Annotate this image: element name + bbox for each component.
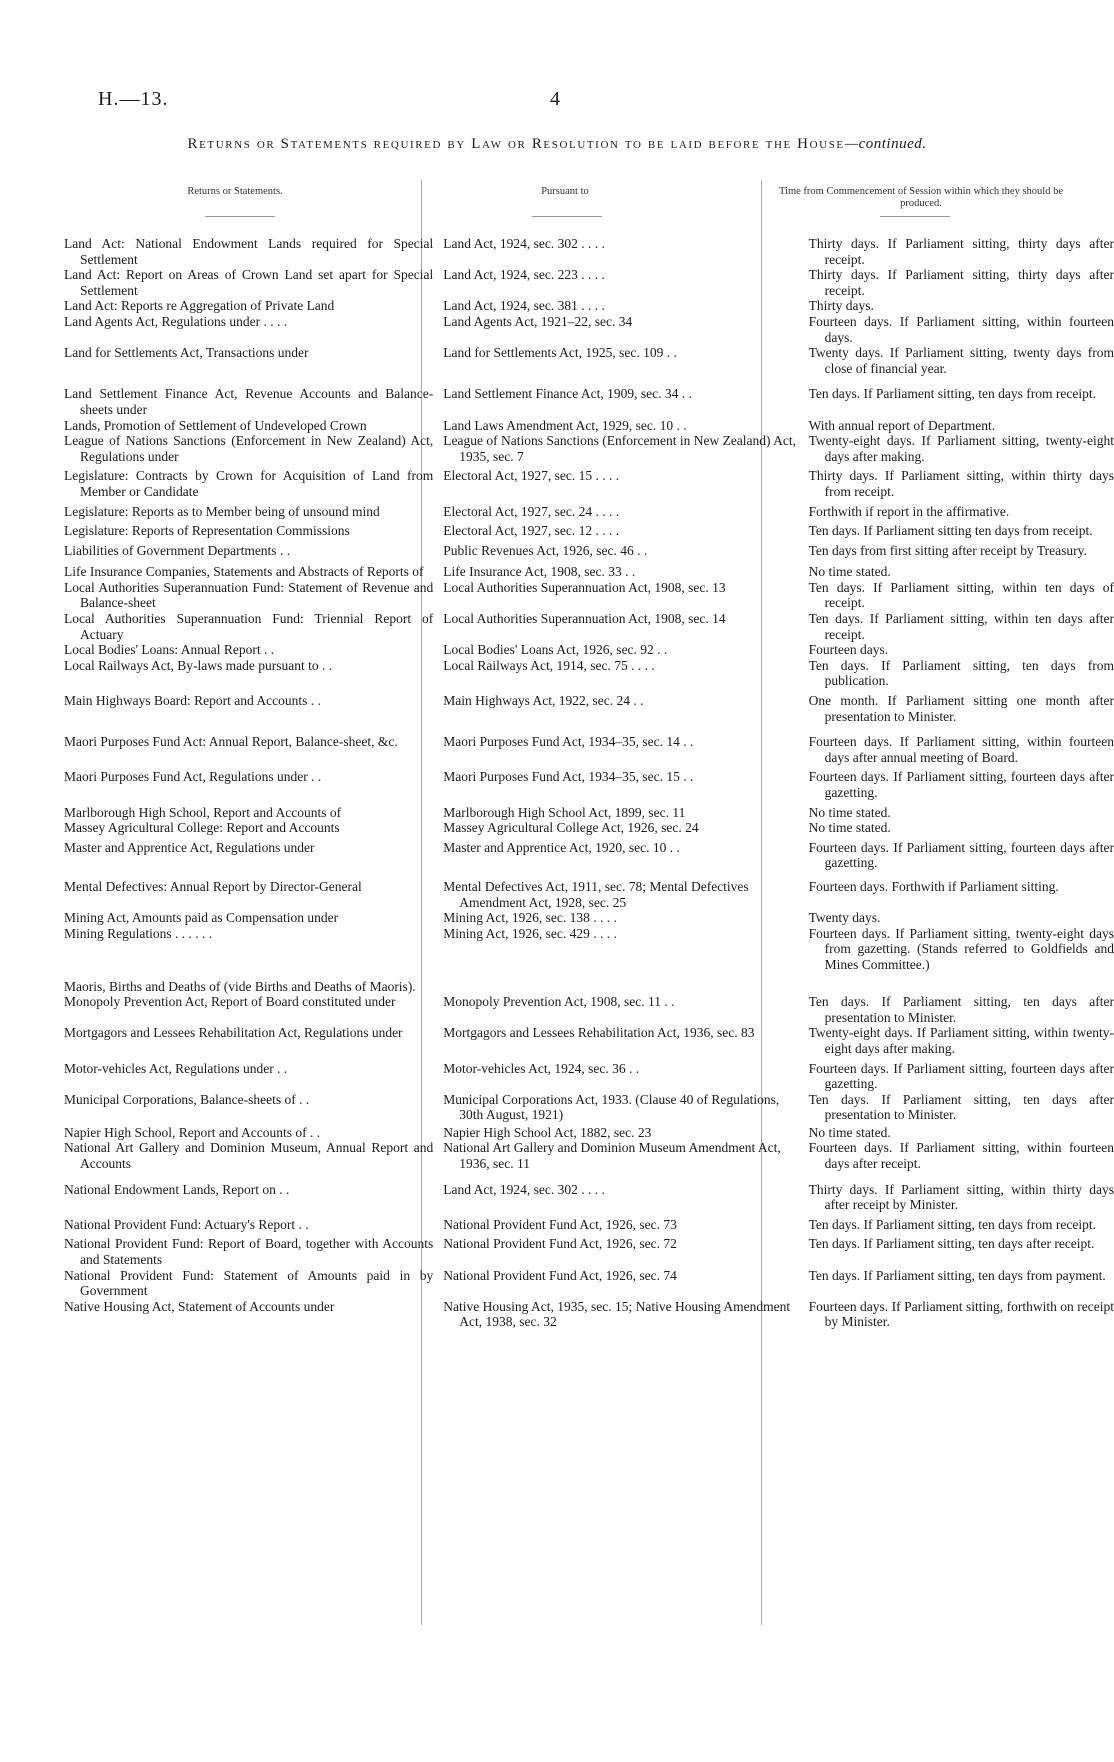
cell-time: Fourteen days. If Parliament sitting, fourteen days after gazetting. xyxy=(808,1060,1114,1092)
cell-returns: Legislature: Reports as to Member being of unsound mind xyxy=(64,503,380,519)
cell-pursuant: Local Bodies' Loans Act, 1926, sec. 92 . . xyxy=(443,642,668,658)
cell-time xyxy=(809,979,1114,995)
cell-returns: Motor-vehicles Act, Regulations under . . xyxy=(64,1060,288,1076)
cell-pursuant: National Provident Fund Act, 1926, sec. 73 xyxy=(443,1216,677,1232)
cell-returns: National Endowment Lands, Report on . . xyxy=(64,1181,290,1197)
cell-time: Ten days. If Parliament sitting, ten days after receipt. xyxy=(808,1236,1095,1252)
cell-pursuant: Mining Act, 1926, sec. 429 . . . . xyxy=(443,925,617,941)
table-row xyxy=(0,926,1114,973)
page-title xyxy=(0,136,1114,153)
table-row xyxy=(0,1182,1114,1213)
cell-time: Thirty days. If Parliament sitting, thirty days after receipt. xyxy=(808,236,1114,267)
cell-time: Ten days from first sitting after receipt by Treasury. xyxy=(808,542,1087,558)
cell-pursuant: Electoral Act, 1927, sec. 12 . . . . xyxy=(443,523,620,539)
cell-returns: Local Authorities Superannuation Fund: Statement of Revenue and Balance-sheet xyxy=(64,579,434,611)
table-row xyxy=(0,564,1114,580)
cell-pursuant: Land Agents Act, 1921–22, sec. 34 xyxy=(443,313,633,329)
table-row xyxy=(0,543,1114,559)
cell-pursuant: Mental Defectives Act, 1911, sec. 78; Mental Defectives Amendment Act, 1928, sec. 25 xyxy=(443,878,749,910)
cell-time: Twenty-eight days. If Parliament sitting, within twenty-eight days after making. xyxy=(808,1025,1114,1056)
table-row xyxy=(0,504,1114,520)
cell-pursuant: Native Housing Act, 1935, sec. 15; Native Housing Amendment Act, 1938, sec. 32 xyxy=(443,1298,791,1330)
cell-pursuant: League of Nations Sanctions (Enforcement in New Zealand) Act, 1935, sec. 7 xyxy=(443,433,797,464)
table-row xyxy=(0,611,1114,642)
table-row xyxy=(0,1061,1114,1092)
table-row xyxy=(0,805,1114,821)
document-reference: H.—13. xyxy=(98,88,169,110)
cell-time: Fourteen days. If Parliament sitting, fourteen days after gazetting. xyxy=(808,839,1114,871)
cell-time: Twenty days. xyxy=(808,910,881,926)
table-row xyxy=(0,1125,1114,1141)
cell-time: With annual report of Department. xyxy=(808,417,996,433)
returns-table xyxy=(0,236,1114,1330)
table-row xyxy=(0,298,1114,314)
cell-returns: Main Highways Board: Report and Accounts . . xyxy=(64,693,321,709)
table-row xyxy=(0,910,1114,926)
cell-time: Forthwith if report in the affirmative. xyxy=(808,503,1010,519)
cell-time: Twenty days. If Parliament sitting, twenty days from close of financial year. xyxy=(808,345,1114,376)
column-header-returns: Returns or Statements. xyxy=(187,186,283,197)
cell-returns: Local Bodies' Loans: Annual Report . . xyxy=(64,642,275,658)
cell-pursuant: Mining Act, 1926, sec. 138 . . . . xyxy=(443,910,617,926)
cell-pursuant: Local Authorities Superannuation Act, 1908, sec. 14 xyxy=(443,611,726,627)
cell-pursuant: National Art Gallery and Dominion Museum Amendment Act, 1936, sec. 11 xyxy=(443,1140,781,1172)
cell-returns: Land Agents Act, Regulations under . . . . xyxy=(64,313,288,329)
table-row xyxy=(0,418,1114,434)
cell-pursuant: Napier High School Act, 1882, sec. 23 xyxy=(443,1124,652,1140)
cell-pursuant: Land Act, 1924, sec. 302 . . . . xyxy=(443,236,605,251)
cell-pursuant: Municipal Corporations Act, 1933. (Clause 40 of Regulations, 30th August, 1921) xyxy=(443,1091,780,1123)
cell-returns: League of Nations Sanctions (Enforcement in New Zealand) Act, Regulations under xyxy=(64,433,434,464)
table-row xyxy=(0,879,1114,910)
table-row xyxy=(0,642,1114,658)
table-row xyxy=(0,1236,1114,1267)
table-row xyxy=(0,345,1114,376)
column-header-pursuant: Pursuant to xyxy=(541,186,589,197)
cell-pursuant: Maori Purposes Fund Act, 1934–35, sec. 15 . . xyxy=(443,769,694,785)
cell-time: Thirty days. If Parliament sitting, within thirty days from receipt. xyxy=(808,468,1114,499)
cell-returns: National Provident Fund: Actuary's Report . . xyxy=(64,1216,309,1232)
cell-returns: Mining Regulations . . . . . . xyxy=(64,925,213,941)
cell-pursuant: Land Act, 1924, sec. 302 . . . . xyxy=(443,1181,605,1197)
cell-returns: Monopoly Prevention Act, Report of Board constituted under xyxy=(64,994,396,1010)
table-row xyxy=(0,1217,1114,1233)
header-rule xyxy=(205,216,275,217)
cell-time: No time stated. xyxy=(808,804,891,820)
cell-returns: Maoris, Births and Deaths of (vide Births and Deaths of Maoris). xyxy=(64,978,416,994)
cell-returns: National Provident Fund: Report of Board, together with Accounts and Statements xyxy=(64,1236,434,1268)
cell-time: Ten days. If Parliament sitting, within ten days after receipt. xyxy=(808,611,1114,642)
cell-pursuant: Land Act, 1924, sec. 223 . . . . xyxy=(443,267,605,283)
cell-pursuant: Marlborough High School Act, 1899, sec. 11 xyxy=(443,804,686,820)
cell-pursuant: Life Insurance Act, 1908, sec. 33 . . xyxy=(443,564,636,580)
cell-returns: Land for Settlements Act, Transactions under xyxy=(64,345,309,361)
cell-time: No time stated. xyxy=(808,820,891,836)
cell-returns: Land Act: National Endowment Lands required for Special Settlement xyxy=(64,236,434,267)
cell-time: Fourteen days. If Parliament sitting, within fourteen days. xyxy=(808,313,1114,345)
cell-returns: Land Act: Report on Areas of Crown Land set apart for Special Settlement xyxy=(64,267,434,298)
cell-pursuant: Local Authorities Superannuation Act, 1908, sec. 13 xyxy=(443,579,726,595)
cell-returns: National Provident Fund: Statement of Amounts paid in by Government xyxy=(64,1267,434,1299)
cell-time: Thirty days. If Parliament sitting, thirty days after receipt. xyxy=(808,267,1114,298)
cell-time: Fourteen days. xyxy=(808,642,889,658)
cell-returns: National Art Gallery and Dominion Museum, Annual Report and Accounts xyxy=(64,1140,434,1172)
table-row xyxy=(0,769,1114,800)
table-row xyxy=(0,734,1114,765)
cell-pursuant: Local Railways Act, 1914, sec. 75 . . . . xyxy=(443,657,655,673)
table-row xyxy=(0,979,1114,995)
cell-returns: Legislature: Reports of Representation Commissions xyxy=(64,523,350,539)
cell-returns: Lands, Promotion of Settlement of Undeveloped Crown xyxy=(64,417,367,433)
table-row xyxy=(0,1299,1114,1330)
cell-returns: Mortgagors and Lessees Rehabilitation Act, Regulations under xyxy=(64,1025,403,1041)
table-row xyxy=(0,693,1114,724)
cell-pursuant: National Provident Fund Act, 1926, sec. 74 xyxy=(443,1267,677,1283)
cell-pursuant: Mortgagors and Lessees Rehabilitation Act, 1936, sec. 83 xyxy=(443,1025,755,1041)
table-row xyxy=(0,267,1114,298)
table-row xyxy=(0,840,1114,871)
cell-pursuant: Massey Agricultural College Act, 1926, sec. 24 xyxy=(443,820,699,836)
cell-returns: Maori Purposes Fund Act: Annual Report, Balance-sheet, &c. xyxy=(64,734,398,750)
cell-returns: Native Housing Act, Statement of Accounts under xyxy=(64,1298,335,1314)
table-row xyxy=(0,1140,1114,1171)
table-row xyxy=(0,1268,1114,1299)
cell-pursuant: Main Highways Act, 1922, sec. 24 . . xyxy=(443,693,644,709)
cell-pursuant: Master and Apprentice Act, 1920, sec. 10 . . xyxy=(443,839,680,855)
cell-pursuant: Electoral Act, 1927, sec. 15 . . . . xyxy=(443,468,620,484)
cell-time: Ten days. If Parliament sitting, within ten days of receipt. xyxy=(808,579,1114,611)
table-row xyxy=(0,994,1114,1025)
cell-time: Ten days. If Parliament sitting, ten days from publication. xyxy=(808,657,1114,689)
table-row xyxy=(0,314,1114,345)
cell-returns: Land Settlement Finance Act, Revenue Accounts and Balance-sheets under xyxy=(64,386,434,417)
table-row xyxy=(0,580,1114,611)
table-row xyxy=(0,468,1114,499)
cell-pursuant: Maori Purposes Fund Act, 1934–35, sec. 14 . . xyxy=(443,734,694,750)
cell-pursuant: Land for Settlements Act, 1925, sec. 109 . . xyxy=(443,345,677,361)
cell-returns: Napier High School, Report and Accounts of . . xyxy=(64,1124,321,1140)
page-number: 4 xyxy=(550,88,560,110)
cell-pursuant: Land Settlement Finance Act, 1909, sec. 34 . . xyxy=(443,386,692,402)
cell-returns: Mining Act, Amounts paid as Compensation under xyxy=(64,910,339,926)
cell-returns: Local Railways Act, By-laws made pursuant to . . xyxy=(64,657,333,673)
header-rule xyxy=(880,216,950,217)
cell-time: No time stated. xyxy=(808,564,891,580)
cell-returns: Liabilities of Government Departments . . xyxy=(64,542,291,558)
cell-returns: Land Act: Reports re Aggregation of Private Land xyxy=(64,298,335,314)
cell-returns: Local Authorities Superannuation Fund: Triennial Report of Actuary xyxy=(64,611,434,642)
title-continued: —continued. xyxy=(844,136,927,152)
cell-time: Fourteen days. If Parliament sitting, within fourteen days after receipt. xyxy=(808,1140,1114,1172)
table-row xyxy=(0,386,1114,417)
cell-time: Ten days. If Parliament sitting, ten days after presentation to Minister. xyxy=(808,1091,1114,1123)
cell-returns: Life Insurance Companies, Statements and Abstracts of Reports of xyxy=(64,564,424,580)
page-header xyxy=(0,88,1114,118)
cell-pursuant: Electoral Act, 1927, sec. 24 . . . . xyxy=(443,503,620,519)
cell-time: Ten days. If Parliament sitting, ten days from payment. xyxy=(808,1267,1106,1283)
column-header-time: Time from Commencement of Session within which they should be produced. xyxy=(779,186,1063,209)
cell-time: No time stated. xyxy=(808,1124,891,1140)
table-row xyxy=(0,658,1114,689)
cell-returns: Master and Apprentice Act, Regulations under xyxy=(64,839,315,855)
cell-time: Ten days. If Parliament sitting, ten days after presentation to Minister. xyxy=(808,994,1114,1025)
header-rule xyxy=(532,216,602,217)
cell-pursuant: Land Laws Amendment Act, 1929, sec. 10 . . xyxy=(443,417,687,433)
cell-pursuant xyxy=(443,979,798,995)
cell-time: Ten days. If Parliament sitting ten days from receipt. xyxy=(808,523,1093,539)
cell-pursuant: Monopoly Prevention Act, 1908, sec. 11 . . xyxy=(443,994,675,1010)
table-row xyxy=(0,1092,1114,1123)
cell-time: Thirty days. xyxy=(808,298,874,314)
cell-time: Ten days. If Parliament sitting, ten days from receipt. xyxy=(808,1216,1096,1232)
cell-returns: Maori Purposes Fund Act, Regulations under . . xyxy=(64,769,322,785)
cell-time: Fourteen days. Forthwith if Parliament sitting. xyxy=(808,878,1059,894)
cell-time: Thirty days. If Parliament sitting, within thirty days after receipt by Minister. xyxy=(808,1181,1114,1213)
cell-returns: Legislature: Contracts by Crown for Acquisition of Land from Member or Candidate xyxy=(64,468,434,499)
cell-pursuant: National Provident Fund Act, 1926, sec. 72 xyxy=(443,1236,677,1252)
cell-time: Fourteen days. If Parliament sitting, within fourteen days after annual meeting of Board. xyxy=(808,734,1114,765)
cell-returns: Massey Agricultural College: Report and Accounts xyxy=(64,820,340,836)
cell-time: Ten days. If Parliament sitting, ten days from receipt. xyxy=(808,386,1096,402)
table-row xyxy=(0,523,1114,539)
cell-pursuant: Land Act, 1924, sec. 381 . . . . xyxy=(443,298,605,314)
cell-pursuant: Motor-vehicles Act, 1924, sec. 36 . . xyxy=(443,1060,640,1076)
cell-time: Fourteen days. If Parliament sitting, twenty-eight days from gazetting. (Stands referred to Goldfields and Mines Committee.) xyxy=(808,925,1114,972)
table-row xyxy=(0,820,1114,836)
cell-time: One month. If Parliament sitting one month after presentation to Minister. xyxy=(808,693,1114,724)
cell-returns: Municipal Corporations, Balance-sheets of . . xyxy=(64,1091,310,1107)
table-row xyxy=(0,236,1114,267)
cell-returns: Marlborough High School, Report and Accounts of xyxy=(64,804,342,820)
cell-time: Fourteen days. If Parliament sitting, forthwith on receipt by Minister. xyxy=(808,1298,1114,1330)
title-main: Returns or Statements required by Law or Resolution to be laid before the House xyxy=(187,136,845,152)
cell-time: Twenty-eight days. If Parliament sitting, twenty-eight days after making. xyxy=(808,433,1114,464)
table-row xyxy=(0,433,1114,464)
cell-returns: Mental Defectives: Annual Report by Director-General xyxy=(64,878,362,894)
cell-pursuant: Public Revenues Act, 1926, sec. 46 . . xyxy=(443,542,648,558)
table-row xyxy=(0,1025,1114,1056)
cell-time: Fourteen days. If Parliament sitting, fourteen days after gazetting. xyxy=(808,769,1114,800)
